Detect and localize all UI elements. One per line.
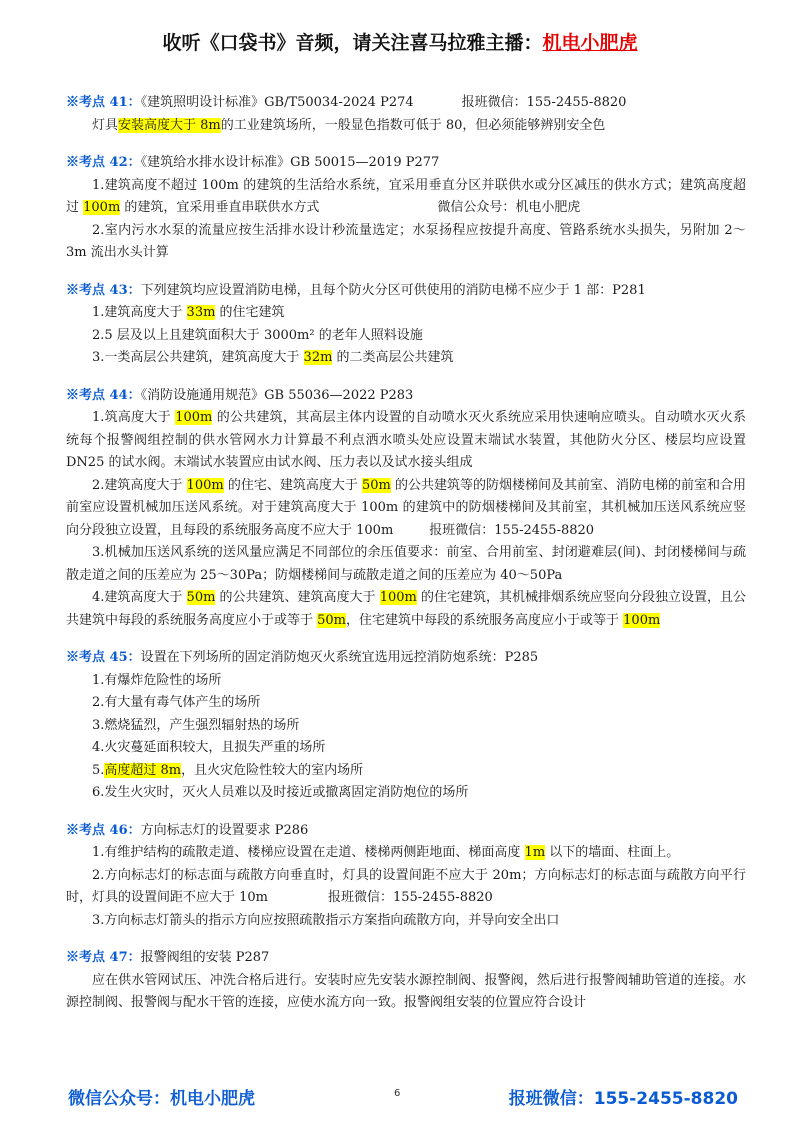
section-42-paragraph-1 [66, 175, 746, 220]
text-run: 1.筑高度大于 [92, 410, 176, 425]
section-46-title: 方向标志灯的设置要求 P286 [140, 822, 309, 838]
section-45-title: 设置在下列场所的固定消防炮灭火系统宜选用远控消防炮系统：P285 [140, 650, 539, 665]
page-header [0, 28, 800, 55]
text-run: 5. [92, 762, 105, 778]
highlight-mark: 50m [317, 612, 347, 628]
highlight-mark: 100m [186, 477, 224, 493]
text-run: 以下的墙面、柱面上。 [545, 845, 680, 860]
text-run: 的公共建筑等的防烟楼梯间及其前室、消防电梯的前室和合用前室应设置机械加压送风系统。对于建筑高度大于 100m 的建筑中的防烟楼梯间及其前室，其机械加压送风系统应竖向分段独立设置，且每段的系统服务高度不应大于 100m [66, 477, 746, 538]
highlight-mark: 100m [379, 590, 417, 605]
section-44-label: ※考点 44： [66, 387, 141, 403]
text-run: 1.建筑高度大于 [92, 305, 187, 320]
section-41-contact: 报班微信：155-2455-8820 [461, 95, 627, 110]
text-run: 的公共建筑，其高层主体内设置的自动喷水灭火系统应采用快速响应喷头。自动喷水灭火系统每个报警阀组控制的供水管网水力计算最不利点洒水喷头处应设置末端试水装置，其他防火分区、楼层均应设置 DN25 的试水阀。末端试水装置应由试水阀、压力表以及试水接头组成 [66, 410, 746, 470]
highlight-mark: 33m [186, 305, 216, 320]
list-item: 4.火灾蔓延面积较大，且损失严重的场所 [92, 740, 326, 755]
text-run: 3.一类高层公共建筑，建筑高度大于 [92, 350, 304, 365]
document-body [66, 92, 746, 1030]
section-44 [66, 385, 746, 633]
section-44-paragraph-4 [66, 587, 746, 632]
list-item: 6.发生火灾时，灭火人员难以及时接近或撤离固定消防炮位的场所 [92, 785, 469, 800]
section-47 [66, 947, 746, 1015]
list-item: 2.有大量有毒气体产生的场所 [92, 695, 261, 710]
highlight-mark: 50m [361, 477, 391, 493]
list-item: 1.有爆炸危险性的场所 [92, 672, 222, 688]
section-44-paragraph-3: 3.机械加压送风系统的送风量应满足不同部位的余压值要求：前室、合用前室、封闭避难层(间)、封闭楼梯间与疏散走道之间的压差应为 25～30Pa；防烟楼梯间与疏散走道之间的压差应为 40～50Pa [66, 545, 746, 583]
text-run: 的二类高层公共建筑 [332, 350, 454, 365]
section-42-title: 《建筑给水排水设计标准》GB 50015—2019 P277 [140, 155, 440, 170]
highlight-mark: 安装高度大于 8m [118, 117, 221, 133]
section-45-label: ※考点 45： [66, 650, 141, 665]
section-46-heading [66, 820, 746, 843]
section-43-label: ※考点 43： [66, 282, 141, 298]
section-43-title: 下列建筑均应设置消防电梯，且每个防火分区可供使用的消防电梯不应少于 1 部：P281 [140, 282, 646, 298]
section-41-heading [66, 92, 746, 115]
section-47-title: 报警阀组的安装 P287 [140, 950, 270, 965]
section-42-heading [66, 152, 746, 175]
section-47-paragraph-1: 应在供水管网试压、冲洗合格后进行。安装时应先安装水源控制阀、报警阀，然后进行报警阀辅助管道的连接。水源控制阀、报警阀与配水干管的连接，应使水流方向一致。报警阀组安装的位置应符合设计 [66, 972, 746, 1010]
section-43-heading [66, 280, 746, 303]
highlight-mark: 100m [175, 410, 213, 425]
list-item [66, 760, 746, 783]
page-footer [0, 1084, 800, 1114]
header-anchor-name: 机电小肥虎 [542, 32, 638, 54]
page-number: 6 [394, 1088, 401, 1099]
highlight-mark: 100m [623, 612, 661, 628]
header-prefix: 收听《口袋书》音频，请关注喜马拉雅主播： [162, 32, 543, 54]
text-run: 的建筑，宜采用垂直串联供水方式 [120, 200, 320, 215]
section-41-text [66, 115, 746, 138]
section-46-paragraph-1 [66, 842, 746, 865]
section-46-paragraph-3: 3.方向标志灯箭头的指示方向应按照疏散指示方案指向疏散方向，并导向安全出口 [92, 912, 560, 928]
wechat-public-contact: 微信公众号：机电小肥虎 [437, 200, 581, 215]
text-run: 的公共建筑、建筑高度大于 [215, 590, 380, 605]
highlight-mark: 1m [524, 845, 546, 860]
section-41 [66, 92, 746, 137]
section-43 [66, 280, 746, 370]
section-44-paragraph-1 [66, 407, 746, 475]
text-run: 1.有维护结构的疏散走道、楼梯应设置在走道、楼梯两侧距地面、梯面高度 [92, 845, 525, 860]
highlight-mark: 32m [303, 350, 333, 365]
section-46-paragraph-2 [66, 865, 746, 910]
text-run: ，且火灾危险性较大的室内场所 [181, 762, 364, 778]
text-run: 的住宅建筑 [215, 305, 285, 320]
highlight-mark: 高度超过 8m [104, 762, 182, 778]
section-47-label: ※考点 47： [66, 950, 141, 965]
text-run: 2.方向标志灯的标志面与疏散方向垂直时，灯具的设置间距不应大于 20m；方向标志灯的标志面与疏散方向平行时，灯具的设置间距不应大于 10m [66, 867, 746, 905]
text-run: 4.建筑高度大于 [92, 590, 187, 605]
highlight-mark: 100m [83, 200, 121, 215]
section-44-paragraph-2 [66, 475, 746, 543]
section-46 [66, 820, 746, 933]
list-item [66, 347, 746, 370]
section-45 [66, 647, 746, 805]
text-run: 2.建筑高度大于 [92, 477, 187, 493]
text-run: 灯具 [92, 117, 119, 133]
section-42-label: ※考点 42： [66, 155, 141, 170]
class-contact: 报班微信：155-2455-8820 [328, 890, 493, 905]
class-contact: 报班微信：155-2455-8820 [429, 522, 595, 538]
text-run: ，住宅建筑中每段的系统服务高度应小于或等于 [346, 612, 624, 628]
list-item [66, 302, 746, 325]
section-42-paragraph-2: 2.室内污水水泵的流量应按生活排水设计秒流量选定；水泵扬程应按提升高度、管路系统水头损失，另附加 2～3m 流出水头计算 [66, 222, 746, 260]
section-41-label: ※考点 41： [66, 95, 141, 110]
highlight-mark: 50m [186, 590, 216, 605]
section-47-heading [66, 947, 746, 970]
list-item: 3.燃烧猛烈，产生强烈辐射热的场所 [92, 717, 300, 733]
section-44-title: 《消防设施通用规范》GB 55036—2022 P283 [140, 387, 414, 403]
text-run: 的住宅建筑，其机械排烟系统应竖向分段独立设置，且公共建筑中每段的系统服务高度应小于或等于 [66, 590, 746, 628]
section-45-heading [66, 647, 746, 670]
list-item: 2.5 层及以上且建筑面积大于 3000m² 的老年人照料设施 [92, 327, 423, 343]
footer-class-wechat: 报班微信：155-2455-8820 [508, 1089, 738, 1109]
text-run: 的工业建筑场所，一般显色指数可低于 80，但必须能够辨别安全色 [220, 117, 606, 133]
section-41-title: 《建筑照明设计标准》GB/T50034-2024 P274 [140, 95, 414, 110]
section-44-heading [66, 385, 746, 408]
text-run: 1.建筑高度不超过 100m 的建筑的生活给水系统，宜采用垂直分区并联供水或分区减压的供水方式；建筑高度超过 [66, 177, 746, 215]
text-run: 的住宅、建筑高度大于 [223, 477, 362, 493]
section-46-label: ※考点 46： [66, 822, 141, 838]
footer-wechat-public: 微信公众号：机电小肥虎 [68, 1089, 255, 1109]
section-42 [66, 152, 746, 265]
